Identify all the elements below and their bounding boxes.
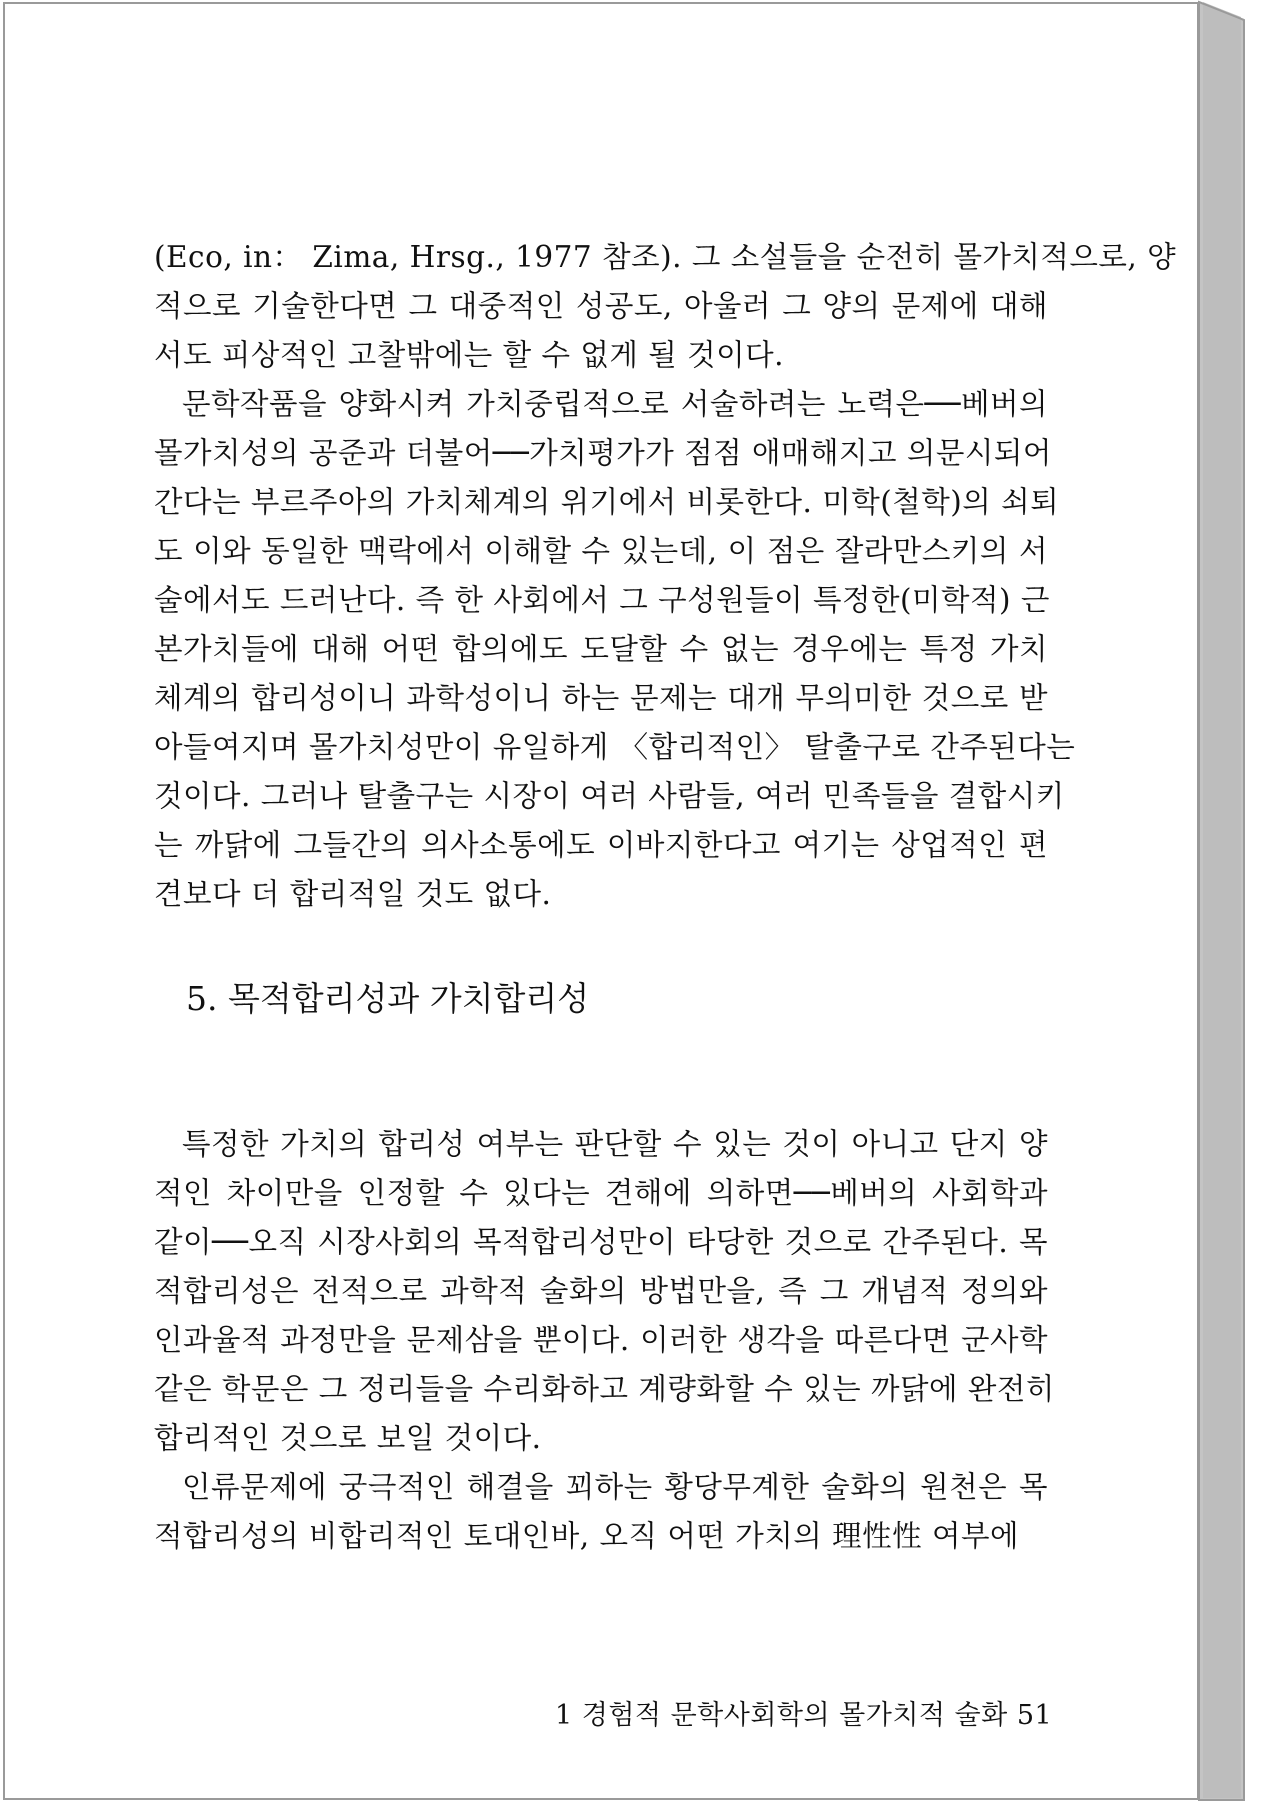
- text-line: 본가치들에 대해 어떤 합의에도 도달할 수 없는 경우에는 특정 가치: [154, 632, 1048, 666]
- text-line: 간다는 부르주아의 가치체계의 위기에서 비롯한다. 미학(철학)의 쇠퇴: [154, 485, 1060, 519]
- text-line: 특정한 가치의 합리성 여부는 판단할 수 있는 것이 아니고 단지 양: [182, 1127, 1048, 1161]
- text-line: 견보다 더 합리적일 것도 없다.: [154, 877, 552, 911]
- text-line: 같이──오직 시장사회의 목적합리성만이 타당한 것으로 간주된다. 목: [154, 1225, 1048, 1259]
- text-line: (Eco, in： Zima, Hrsg., 1977 참조). 그 소설들을 순전히 몰가치적으로, 양: [154, 240, 1177, 274]
- text-line: 적인 차이만을 인정할 수 있다는 견해에 의하면──베버의 사회학과: [154, 1176, 1048, 1210]
- text-line: 적합리성은 전적으로 과학적 술화의 방법만을, 즉 그 개념적 정의와: [154, 1274, 1048, 1308]
- text-line: 적합리성의 비합리적인 토대인바, 오직 어떤 가치의 理性性 여부에: [154, 1519, 1019, 1553]
- text-line: 합리적인 것으로 보일 것이다.: [154, 1421, 542, 1455]
- paragraph-block-2: [154, 1120, 1055, 1561]
- text-line: 몰가치성의 공준과 더불어──가치평가가 점점 애매해지고 의문시되어: [154, 436, 1052, 470]
- section-heading: 5. 목적합리성과 가치합리성: [186, 979, 590, 1018]
- text-line: 같은 학문은 그 정리들을 수리화하고 계량화할 수 있는 까닭에 완전히: [154, 1372, 1055, 1406]
- paragraph-block-1: [154, 233, 1177, 919]
- text-line: 체계의 합리성이니 과학성이니 하는 문제는 대개 무의미한 것으로 받: [154, 681, 1048, 715]
- text-line: 적으로 기술한다면 그 대중적인 성공도, 아울러 그 양의 문제에 대해: [154, 289, 1048, 323]
- text-line: 문학작품을 양화시켜 가치중립적으로 서술하려는 노력은──베버의: [182, 387, 1048, 421]
- text-line: 인과율적 과정만을 문제삼을 뿐이다. 이러한 생각을 따른다면 군사학: [154, 1323, 1048, 1357]
- text-line: 인류문제에 궁극적인 해결을 꾀하는 황당무계한 술화의 원천은 목: [182, 1470, 1048, 1504]
- running-footer: 1 경험적 문학사회학의 몰가치적 술화 51: [555, 1700, 1053, 1731]
- text-line: 아들여지며 몰가치성만이 유일하게 〈합리적인〉 탈출구로 간주된다는: [154, 730, 1076, 764]
- text-line: 도 이와 동일한 맥락에서 이해할 수 있는데, 이 점은 잘라만스키의 서: [154, 534, 1048, 568]
- text-line: 것이다. 그러나 탈출구는 시장이 여러 사람들, 여러 민족들을 결합시키: [154, 779, 1065, 813]
- text-line: 술에서도 드러난다. 즉 한 사회에서 그 구성원들이 특정한(미학적) 근: [154, 583, 1050, 617]
- text-line: 는 까닭에 그들간의 의사소통에도 이바지한다고 여기는 상업적인 편: [154, 828, 1048, 862]
- text-line: 서도 피상적인 고찰밖에는 할 수 없게 될 것이다.: [154, 338, 784, 372]
